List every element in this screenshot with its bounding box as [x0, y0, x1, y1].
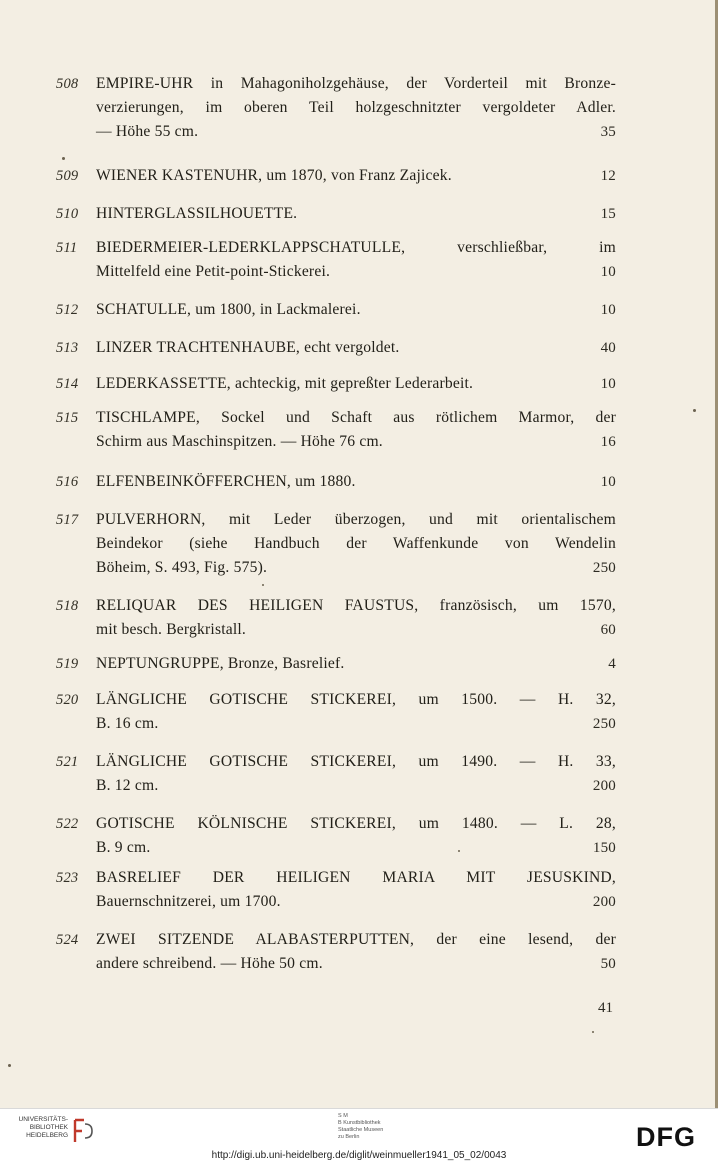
entry-text-line: andere schreibend. — Höhe 50 cm. [96, 955, 323, 972]
entry-text-line: LINZER TRACHTENHAUBE, echt vergoldet. [96, 339, 400, 356]
entry-price: 10 [600, 302, 616, 318]
entry-number: 522 [56, 816, 79, 832]
paper-speck [8, 1064, 11, 1067]
library-mark-icon [72, 1118, 94, 1144]
entry-price: 200 [592, 894, 616, 910]
entry-price: 40 [600, 340, 616, 356]
entry-text-line: B. 12 cm. [96, 777, 159, 794]
entry-price: 10 [600, 474, 616, 490]
entry-text-line: verzierungen, im oberen Teil holzgeschnitzter vergoldeter Adler. [96, 99, 616, 116]
entry-number: 519 [56, 656, 79, 672]
paper-speck [693, 409, 696, 412]
entry-text-line: Beindekor (siehe Handbuch der Waffenkunde von Wendelin [96, 535, 616, 552]
entry-text-line: RELIQUAR DES HEILIGEN FAUSTUS, französisch, um 1570, [96, 597, 616, 614]
paper-speck [592, 1031, 594, 1033]
entry-text-line: B. 9 cm. [96, 839, 151, 856]
entry-text-line: PULVERHORN, mit Leder überzogen, und mit orientalischem [96, 511, 616, 528]
entry-price: 60 [600, 622, 616, 638]
entry-number: 513 [56, 340, 79, 356]
catalog-entry [56, 750, 616, 798]
entry-number: 510 [56, 206, 79, 222]
entry-price: 12 [600, 168, 616, 184]
catalog-entry [56, 652, 616, 676]
entry-number: 523 [56, 870, 79, 886]
entry-text-line: BIEDERMEIER-LEDERKLAPPSCHATULLE, verschließbar, im [96, 239, 616, 256]
catalog-entry [56, 508, 616, 580]
entry-price: 10 [600, 264, 616, 280]
catalog-entry [56, 594, 616, 642]
permalink-url[interactable]: http://digi.ub.uni-heidelberg.de/diglit/weinmueller1941_05_02/0043 [211, 1150, 507, 1161]
entry-price: 150 [592, 840, 616, 856]
entry-text-line: LEDERKASSETTE, achteckig, mit gepreßter Lederarbeit. [96, 375, 474, 392]
catalog-entry [56, 164, 616, 188]
entry-text-line: EMPIRE-UHR in Mahagoniholzgehäuse, der Vorderteil mit Bronze- [96, 75, 616, 92]
dfg-logo-text: DFG [636, 1123, 696, 1149]
entry-text-line: WIENER KASTENUHR, um 1870, von Franz Zajicek. [96, 167, 452, 184]
entry-text-line: — Höhe 55 cm. [96, 123, 199, 140]
catalog-entry [56, 406, 616, 454]
entry-number: 520 [56, 692, 79, 708]
entry-price: 16 [600, 434, 616, 450]
entry-price: 15 [600, 206, 616, 222]
paper-speck [262, 584, 264, 586]
library-name-line: UNIVERSITÄTS- [18, 1116, 68, 1123]
entry-price: 10 [600, 376, 616, 392]
entry-number: 524 [56, 932, 79, 948]
entry-text-line: NEPTUNGRUPPE, Bronze, Basrelief. [96, 655, 345, 672]
paper-speck [62, 157, 65, 160]
entry-text-line: TISCHLAMPE, Sockel und Schaft aus rötlichem Marmor, der [96, 409, 616, 426]
stamp-line: B Kunstbibliothek [338, 1120, 381, 1126]
viewer-footer [0, 1108, 718, 1165]
library-name-line: HEIDELBERG [26, 1132, 68, 1139]
catalog-entry [56, 866, 616, 914]
stamp-line: zu Berlin [338, 1134, 360, 1140]
entry-text-line: SCHATULLE, um 1800, in Lackmalerei. [96, 301, 361, 318]
catalog-entry [56, 688, 616, 736]
entry-text-line: GOTISCHE KÖLNISCHE STICKEREI, um 1480. — L. 28, [96, 815, 616, 832]
page-number: 41 [598, 1000, 613, 1016]
entry-text-line: ELFENBEINKÖFFERCHEN, um 1880. [96, 473, 356, 490]
entry-number: 514 [56, 376, 79, 392]
entry-text-line: Mittelfeld eine Petit-point-Stickerei. [96, 263, 331, 280]
entry-text-line: BASRELIEF DER HEILIGEN MARIA MIT JESUSKIND, [96, 869, 616, 886]
entry-price: 250 [592, 716, 616, 732]
entry-price: 35 [600, 124, 616, 140]
entry-price: 250 [592, 560, 616, 576]
catalog-entry [56, 236, 616, 284]
entry-price: 4 [608, 656, 616, 672]
entry-number: 518 [56, 598, 79, 614]
entry-text-line: Böheim, S. 493, Fig. 575). [96, 559, 268, 576]
entry-price: 50 [600, 956, 616, 972]
catalog-entry [56, 928, 616, 976]
stamp-line: Staatliche Museen [338, 1127, 384, 1133]
entry-number: 509 [56, 168, 79, 184]
stamp-line: S M [338, 1113, 348, 1119]
entry-text-line: ZWEI SITZENDE ALABASTERPUTTEN, der eine lesend, der [96, 931, 616, 948]
library-name [8, 1116, 68, 1140]
catalog-entry [56, 372, 616, 396]
dfg-logo[interactable] [636, 1123, 712, 1149]
museum-stamp [338, 1113, 418, 1141]
catalog-entry [56, 336, 616, 360]
catalog-entry [56, 298, 616, 322]
entry-number: 508 [56, 76, 79, 92]
entry-number: 517 [56, 512, 79, 528]
entry-text-line: LÄNGLICHE GOTISCHE STICKEREI, um 1500. — H. 32, [96, 691, 616, 708]
entry-number: 512 [56, 302, 79, 318]
entry-text-line: HINTERGLASSILHOUETTE. [96, 205, 298, 222]
entry-number: 515 [56, 410, 79, 426]
paper-speck [458, 850, 460, 852]
catalog-entry [56, 72, 616, 144]
entry-price: 200 [592, 778, 616, 794]
entry-text-line: B. 16 cm. [96, 715, 159, 732]
catalog-entry [56, 202, 616, 226]
entry-text-line: LÄNGLICHE GOTISCHE STICKEREI, um 1490. — H. 33, [96, 753, 616, 770]
entry-number: 521 [56, 754, 79, 770]
library-name-line: BIBLIOTHEK [29, 1124, 68, 1131]
entry-number: 511 [56, 240, 78, 256]
entry-text-line: Schirm aus Maschinspitzen. — Höhe 76 cm. [96, 433, 383, 450]
entry-number: 516 [56, 474, 79, 490]
catalog-entry [56, 470, 616, 494]
catalog-entry [56, 812, 616, 860]
entry-text-line: mit besch. Bergkristall. [96, 621, 247, 638]
entry-text-line: Bauernschnitzerei, um 1700. [96, 893, 281, 910]
